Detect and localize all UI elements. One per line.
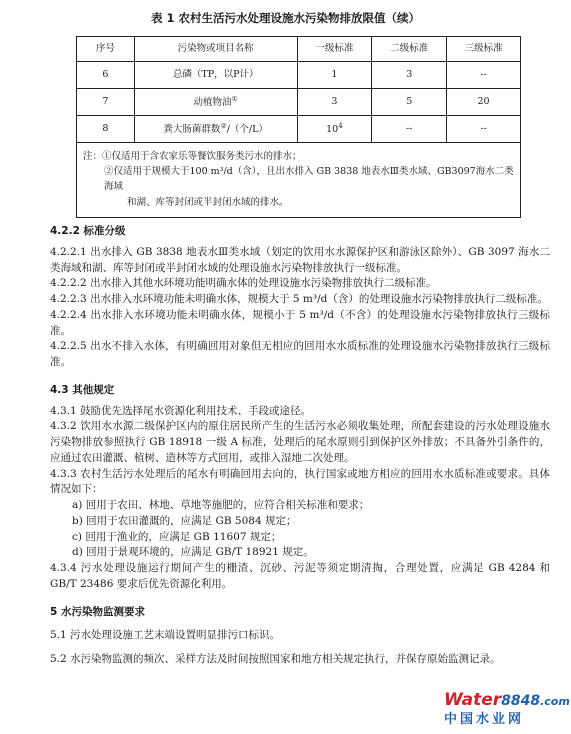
row-level2: 3 [372, 62, 447, 89]
paragraph: 5.2 水污染物监测的频次、采样方法及时间按照国家和地方相关规定执行，并保存原始监测记录。 [50, 653, 501, 665]
section-heading: 4.3 其他规定 [50, 383, 115, 396]
row-no: 7 [77, 89, 135, 116]
list-item: a) 回用于农田、林地、草地等施肥的，应符合相关标准和要求； [72, 499, 370, 511]
row-level2: 5 [372, 89, 447, 116]
discharge-limits-table [76, 36, 521, 218]
table-row [77, 62, 521, 89]
row-level2: -- [372, 116, 447, 143]
list-item: c) 回用于渔业的，应满足 GB 11607 规定； [72, 530, 282, 543]
paragraph: 5.1 污水处理设施工艺末端设置明显排污口标识。 [50, 629, 281, 642]
exponent: 4 [338, 121, 343, 130]
table-row [77, 89, 521, 116]
row-no: 8 [77, 116, 135, 143]
header-level1: 一级标准 [297, 37, 372, 62]
note-line: 和湖、库等封闭或半封闭水域的排水。 [127, 196, 289, 208]
header-no: 序号 [77, 37, 135, 62]
watermark-cn: 中国水业网 [444, 711, 525, 727]
header-level3: 三级标准 [447, 37, 521, 62]
section-heading: 5 水污染物监测要求 [50, 605, 145, 618]
watermark-logo [444, 688, 571, 734]
paragraph: 4.2.2.1 出水排入 GB 3838 地表水Ⅲ类水域（划定的饮用水水源保护区和游泳区除外）、GB 3097 海水二类海域和湖、库等封闭或半封闭水域的处理设施水污染物排放执行一级标准。 [50, 245, 550, 274]
paragraph: 4.2.2.3 出水排入水环境功能未明确水体，规模大于 5 m³/d（含）的处理设施水污染物排放执行二级标准。 [50, 293, 548, 305]
row-no: 6 [77, 62, 135, 89]
row-level3: -- [447, 62, 521, 89]
footnote-mark: ② [220, 121, 227, 130]
paragraph: 4.2.2.4 出水排入水环境功能未明确水体，规模小于 5 m³/d（不含）的处理设施水污染物排放执行三级标准。 [50, 308, 550, 337]
row-name: 粪大肠菌群数②/（个/L） [134, 116, 297, 143]
paragraph: 4.3.1 鼓励优先选择尾水资源化利用技术、手段或途径。 [50, 404, 312, 417]
row-name: 动植物油① [134, 89, 297, 116]
watermark-brand: Water8848.com [444, 690, 570, 710]
row-level3: -- [447, 116, 521, 143]
document-body [50, 224, 550, 668]
footnote-mark: ① [231, 94, 238, 103]
note-line: ②仅适用于规模大于100 m³/d（含），且出水排入 GB 3838 地表水Ⅲ类水域、GB3097海水二类海域 [104, 166, 514, 193]
list-item: d) 回用于景观环境的，应满足 GB/T 18921 规定。 [72, 546, 314, 559]
table-header-row [77, 37, 521, 62]
table-notes-row [77, 143, 521, 218]
paragraph: 4.2.2.2 出水排入其他水环境功能明确水体的处理设施水污染物排放执行二级标准。 [50, 277, 437, 290]
paragraph: 4.3.3 农村生活污水处理后的尾水有明确回用去向的，执行国家或地方相应的回用水水质标准或要求。具体情况如下： [50, 467, 550, 496]
header-pollutant: 污染物或项目名称 [134, 37, 297, 62]
header-level2: 二级标准 [372, 37, 447, 62]
table-caption: 表 1 农村生活污水处理设施水污染物排放限值（续） [150, 11, 420, 25]
row-level1: 3 [297, 89, 372, 116]
row-level3: 20 [447, 89, 521, 116]
row-level1: $10^4$ [297, 116, 372, 143]
paragraph: 4.2.2.5 出水不排入水体，有明确回用对象但无相应的回用水水质标准的处理设施水污染物排放执行三级标准。 [50, 340, 550, 368]
table-row [77, 116, 521, 143]
paragraph: 4.3.4 污水处理设施运行期间产生的栅渣、沉砂、污泥等须定期清掏，合理处置，应满足 GB 4284 和 GB/T 23486 要求后优先资源化利用。 [50, 562, 550, 590]
note-line: 注：①仅适用于含农家乐等餐饮服务类污水的排水； [83, 151, 302, 162]
paragraph: 4.3.2 饮用水水源二级保护区内的原住居民所产生的生活污水必须收集处理，所配套建设的污水处理设施水污染物排放参照执行 GB 18918 一级 A 标准，处理后的尾水原则引到保护区外排放；不具备外引条件的，应通过农田灌溉、植树、造林等方式回用，或排入湿地二次处理。 [50, 420, 550, 464]
list-item: b) 回用于农田灌溉的，应满足 GB 5084 规定； [72, 514, 297, 527]
row-level1: 1 [297, 62, 372, 89]
section-heading: 4.2.2 标准分级 [50, 225, 126, 237]
row-name: 总磷（TP，以P计） [134, 62, 297, 89]
table-notes [77, 143, 521, 218]
